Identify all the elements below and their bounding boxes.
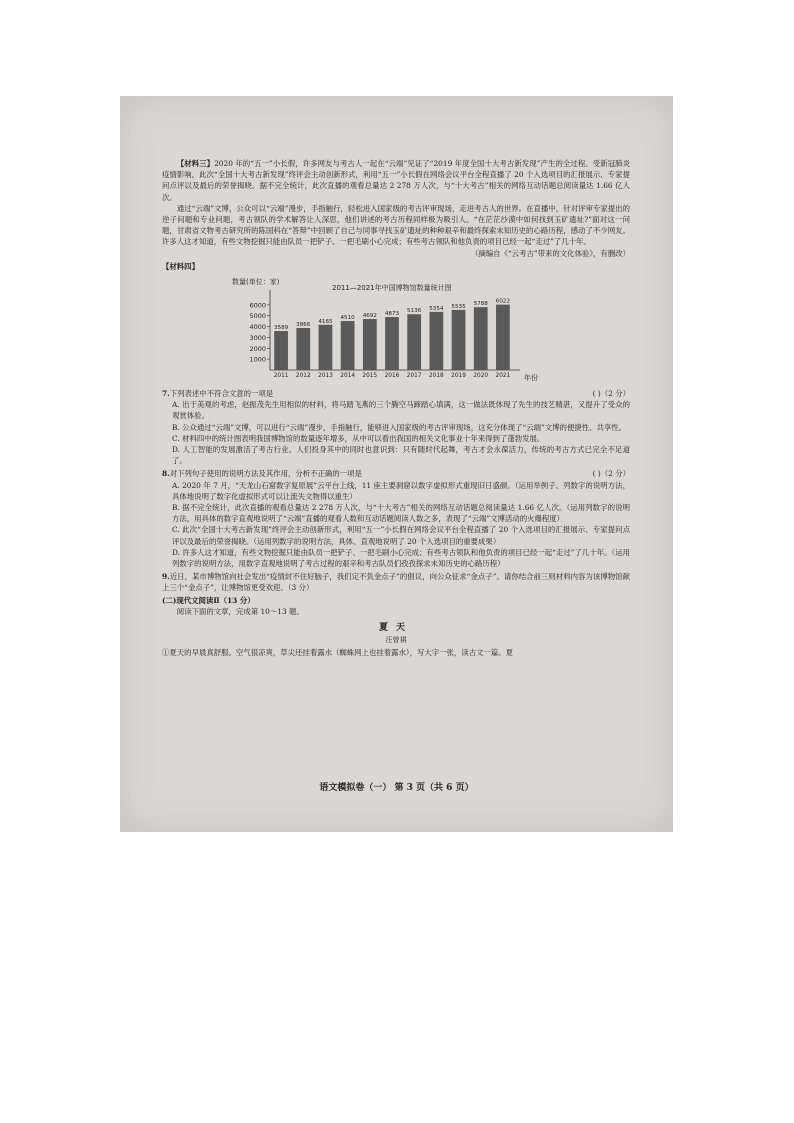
museum-count-chart <box>162 274 630 386</box>
q9-text: 近日，某市博物馆向社会发出“疫情封不住好脑子，我们定不负金点子”的倡议，向公众征求“金点子”。请你结合前三则材料内容为该博物馆献上三个“金点子”，让博物馆更受欢迎。（3 分） <box>162 572 630 593</box>
chart-y-tick-label: 4000 <box>249 323 266 332</box>
q8-option-c: C. 此次“全国十大考古新发现”终评会主动创新形式，利用“五一”小长假在网络会议平台全程直播了 20 个入选项目的汇报展示、专家提问点评以及最后的荣誉揭晓。（运用列数字的说明方法，具体、直观地说明了 20 个入选项目的重要成果） <box>172 525 630 546</box>
q8-stem: 对下列句子使用的说明方法及其作用，分析不正确的一项是 <box>169 469 362 479</box>
chart-bar-value-label: 4873 <box>384 311 400 318</box>
material3-paragraph-1 <box>162 158 630 203</box>
chart-bar <box>474 307 488 370</box>
chart-bar-value-label: 3866 <box>296 322 311 329</box>
section-2-heading: (二)现代文阅读Ⅱ（13 分） <box>162 595 255 605</box>
chart-bar <box>385 317 399 370</box>
chart-bars <box>274 299 511 379</box>
question-9 <box>162 571 630 593</box>
chart-bar-value-label: 5535 <box>451 303 466 310</box>
chart-bar-value-label: 5788 <box>473 301 488 308</box>
essay-author: 汪曾祺 <box>385 636 407 645</box>
chart-x-tick-label: 2014 <box>340 373 356 380</box>
chart-x-tick-label: 2016 <box>384 373 400 380</box>
q8-option-a: A. 2020 年 7 月，“天龙山石窟数字复原展”云平台上线，11 座主要洞窟以数字虚拟形式重现旧日盛颜。（运用举例子、列数字的说明方法，具体地说明了数字化虚拟形式可以让流失文物得以重生） <box>172 480 630 501</box>
chart-x-tick-label: 2017 <box>406 373 422 380</box>
chart-bar-value-label: 4510 <box>340 315 355 322</box>
chart-x-tick-label: 2011 <box>273 373 289 380</box>
question-7 <box>162 388 630 466</box>
section-2-instruction: 阅读下面的文章，完成第 10～13 题。 <box>176 606 304 616</box>
chart-x-tick-label: 2015 <box>362 373 378 380</box>
chart-title: 2011—2021年中国博物馆数量统计图 <box>332 284 452 293</box>
chart-bar <box>341 321 355 370</box>
q8-number: 8. <box>162 469 170 479</box>
question-8 <box>162 468 630 569</box>
chart-bar <box>407 314 421 370</box>
chart-x-tick-label: 2012 <box>295 373 311 380</box>
material3-label: 【材料三】 <box>176 159 215 168</box>
essay-title: 夏天 <box>378 623 413 634</box>
chart-y-tick-label: 2000 <box>249 344 266 353</box>
chart-x-tick-label: 2013 <box>318 373 333 380</box>
chart-y-axis-label: 数量(单位：家) <box>232 278 280 287</box>
material3-source: （摘编自《“云考古”带来的文化体验》，有删改） <box>470 248 630 258</box>
q7-option-b: B. 公众通过“云端”文博，可以进行“云端”漫步，手指触行，能够进入国家级的考古评审现场，这充分体现了“云端”文博的便捷性、共享性。 <box>172 422 627 432</box>
chart-bar <box>363 319 377 370</box>
q7-stem: 下列表述中不符合文意的一项是 <box>169 389 274 399</box>
q7-option-a: A. 出于美观的考虑，赵振茂先生用相似的材料，将马踏飞燕的三个腾空马蹄踏心填满，这一做法既体现了先生的技艺精湛，又提升了受众的观赏体验。 <box>172 400 630 421</box>
material4-label: 【材料四】 <box>162 261 199 271</box>
page-content <box>162 158 630 658</box>
chart-bar-value-label: 4165 <box>318 318 333 325</box>
q7-number: 7. <box>162 389 170 399</box>
chart-y-tick-label: 3000 <box>249 333 266 342</box>
chart-x-tick-label: 2018 <box>428 373 444 380</box>
chart-y-tick-label: 1000 <box>249 355 266 364</box>
page-footer: 语文模拟卷（一） 第 3 页（共 6 页） <box>319 783 474 793</box>
chart-bar <box>452 310 466 370</box>
material3-text-1: 2020 年的“五一”小长假，许多网友与考古人一起在“云端”见证了“2019 年度全国十大考古新发现”产生的全过程。受新冠肺炎疫情影响，此次“全国十大考古新发现”终评会主动创新形式，利用“五一”小长假在网络会议平台全程直播了 20 个入选项目的汇报展示、专家提问点评以及最后的荣誉揭晓。据不完全统计，此次直播的观看总量达 2 278 万人次，与“十大考古”相关的网络互动话题总阅读量达 1.66 亿人次。 <box>162 159 630 202</box>
q8-score: ( )（2 分） <box>592 469 630 479</box>
chart-bar <box>274 331 288 370</box>
q7-score: ( )（2 分） <box>592 389 630 399</box>
q7-option-d: D. 人工智能的发展激活了考古行业。人们投身其中的同时也意识到：只有随时代起舞，考古才会永葆活力，传统的考古方式已完全不足道了。 <box>172 445 630 466</box>
q7-option-c: C. 材料四中的统计图表明我国博物馆的数量逐年增多，从中可以看出我国的相关文化事业十年来得到了蓬勃发展。 <box>172 433 545 443</box>
chart-bar <box>429 312 443 370</box>
chart-bar-value-label: 3589 <box>273 325 289 332</box>
chart-x-axis-label: 年份 <box>524 374 538 383</box>
chart-x-tick-label: 2019 <box>451 373 466 380</box>
chart-y-tick-label: 6000 <box>249 301 266 310</box>
exam-page-photo <box>120 96 673 832</box>
chart-bar <box>319 325 333 370</box>
q8-option-d: D. 许多人这才知道，有些文物挖掘只能由队员一把铲子、一把毛刷小心完成；有些考古领队和他负责的项目已经一起“走过”了几十年。（运用列数字的说明方法，用数字直观地说明了考古过程的艰辛和考古队员们孜孜探求未知历史的心路历程） <box>172 547 630 569</box>
essay-paragraph-1: ①夏天的早晨真舒服。空气很凉爽，草尖还挂着露水（蜘蛛网上也挂着露水），写大字一张，读古文一篇。夏 <box>162 647 514 657</box>
chart-bar <box>296 328 310 370</box>
chart-x-tick-label: 2021 <box>495 373 511 380</box>
chart-bar-value-label: 4692 <box>362 313 377 320</box>
q9-number: 9. <box>162 572 170 582</box>
chart-bar-value-label: 5136 <box>407 308 422 315</box>
museum-count-bar-chart <box>162 274 630 386</box>
chart-bar-value-label: 6022 <box>495 298 511 305</box>
material3-paragraph-2: 通过“云端”文博，公众可以“云端”漫步，手指触行，轻松进入国家级的考古评审现场，走进考古人的世界。在直播中，针对评审专家提出的逆子问题和专业问题，考古领队的学术解答让人深思，他们讲述的考古历程同样极为吸引人。“在茫茫沙漠中如何找到玉矿遗址?”面对这一问题，甘肃省文物考古研究所的陈国科在“答辩”中回顾了自己与同事寻找玉矿遗址的种种艰辛和最终探索未知历史的心路历程，感动了不少网友。许多人这才知道，有些文物挖掘只能由队员一把铲子、一把毛刷小心完成；有些考古领队和他负责的项目已经一起“走过”了几十年。 <box>162 203 630 247</box>
chart-bar-value-label: 5354 <box>429 305 444 312</box>
q8-option-b: B. 据不完全统计，此次直播的观看总量达 2 278 万人次，与“十大考古”相关的网络互动话题总阅读量达 1.66 亿人次。（运用列数字的说明方法，用具体的数字直观地说明了“云端”直播的观看人数和互动话题阅读人数之多，表现了“云端”文博活动的火爆程度） <box>172 503 630 524</box>
chart-bar <box>496 305 510 370</box>
chart-y-tick-label: 5000 <box>249 312 266 321</box>
chart-x-tick-label: 2020 <box>473 373 489 380</box>
